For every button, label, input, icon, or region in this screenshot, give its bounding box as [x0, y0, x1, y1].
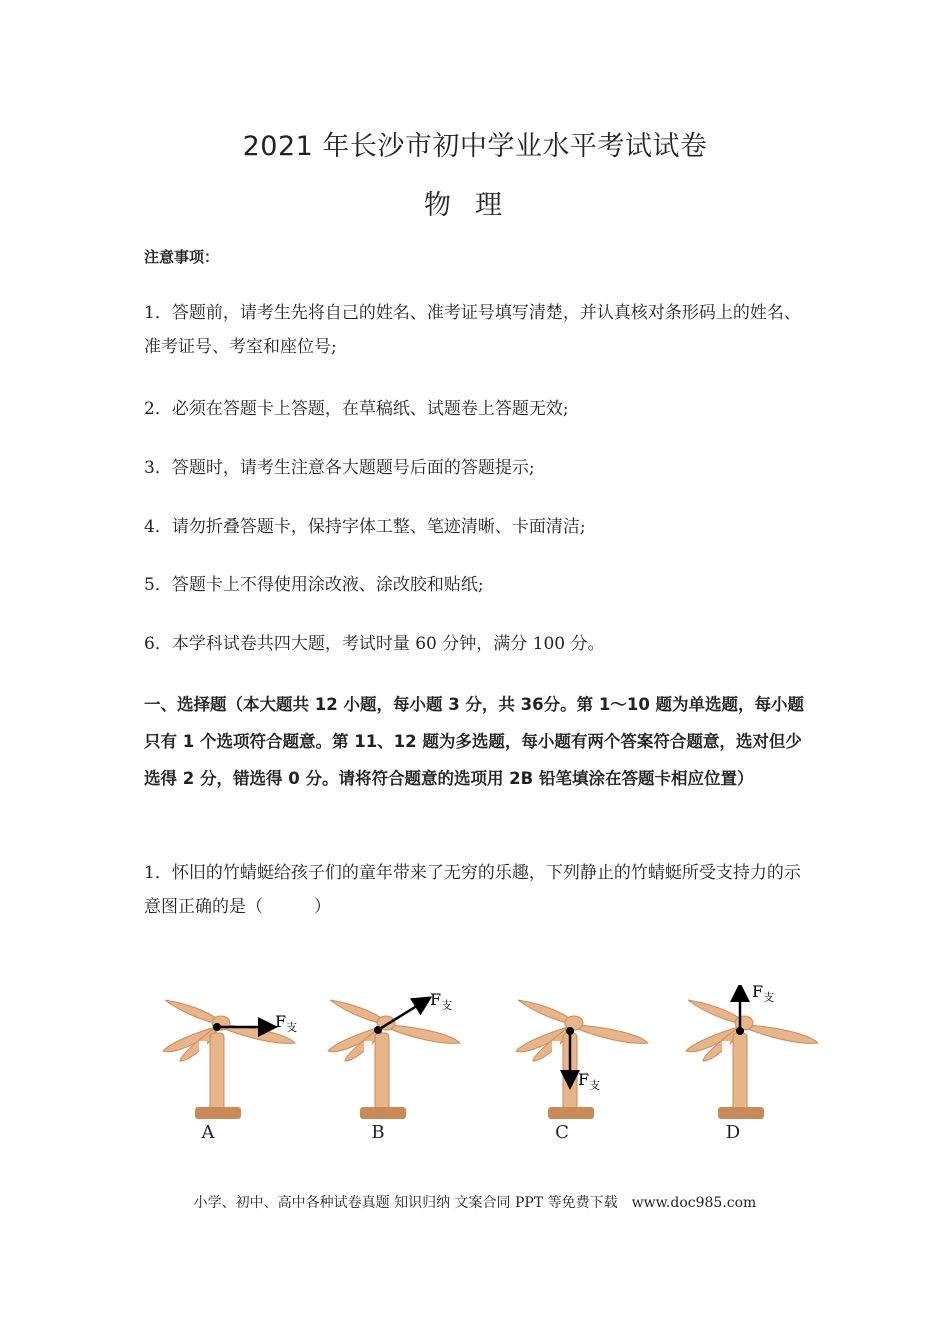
force-label: $F_支$ [578, 1070, 601, 1092]
force-label: $F_支$ [752, 985, 775, 1004]
notice-item-1: 1．答题前，请考生先将自己的姓名、准考证号填写清楚，并认真核对条形码上的姓名、准考证号、考室和座位号; [144, 303, 801, 357]
section1-instructions: 一、选择题（本大题共 12 小题，每小题 3 分，共 36分。第 1～10 题为单选题，每小题只有 1 个选项符合题意。第 11、12 题为多选题，每小题有两个答案符合题意，选对但少选得 2 分，错选得 0 分。请将符合题意的选项用 2B 铅笔填涂在答题卡相应位置） [144, 695, 805, 788]
dragonfly-illustration [508, 985, 658, 1145]
support-force-arrow [378, 999, 428, 1030]
contact-point [374, 1026, 382, 1034]
notice-item-6: 6．本学科试卷共四大题，考试时量 60 分钟，满分 100 分。 [144, 634, 605, 654]
option-b-figure [320, 985, 470, 1145]
question-1-text: 1．怀旧的竹蜻蜓给孩子们的童年带来了无穷的乐趣，下列静止的竹蜻蜓所受支持力的示意图正确的是（ ） [144, 863, 801, 917]
contact-point [213, 1023, 221, 1031]
option-c-label: C [555, 1122, 569, 1143]
notice-item-5: 5．答题卡上不得使用涂改液、涂改胶和贴纸; [144, 575, 484, 595]
notice-item-3: 3．答题时，请考生注意各大题题号后面的答题提示; [144, 458, 535, 478]
option-b-label: B [371, 1122, 385, 1143]
contact-point [736, 1027, 744, 1035]
exam-title: 2021 年长沙市初中学业水平考试试卷 [242, 131, 708, 162]
option-a-figure [155, 985, 305, 1145]
dragonfly-illustration [678, 985, 828, 1145]
dragonfly-illustration [320, 985, 470, 1145]
page-footer: 小学、初中、高中各种试卷真题 知识归纳 文案合同 PPT 等免费下载 www.doc985.com [193, 1195, 757, 1211]
force-label: $F_支$ [275, 1012, 298, 1034]
notice-heading: 注意事项： [144, 248, 220, 266]
notice-item-2: 2．必须在答题卡上答题，在草稿纸、试题卷上答题无效; [144, 399, 569, 419]
option-d-label: D [725, 1122, 741, 1143]
option-d-figure [678, 985, 828, 1145]
option-a-label: A [201, 1122, 215, 1143]
notice-item-4: 4．请勿折叠答题卡，保持字体工整、笔迹清晰、卡面清洁; [144, 517, 586, 537]
force-label: $F_支$ [430, 990, 453, 1012]
contact-point [566, 1027, 574, 1035]
option-c-figure [508, 985, 658, 1145]
subject-title: 物理 [424, 190, 526, 221]
dragonfly-illustration [155, 985, 305, 1145]
